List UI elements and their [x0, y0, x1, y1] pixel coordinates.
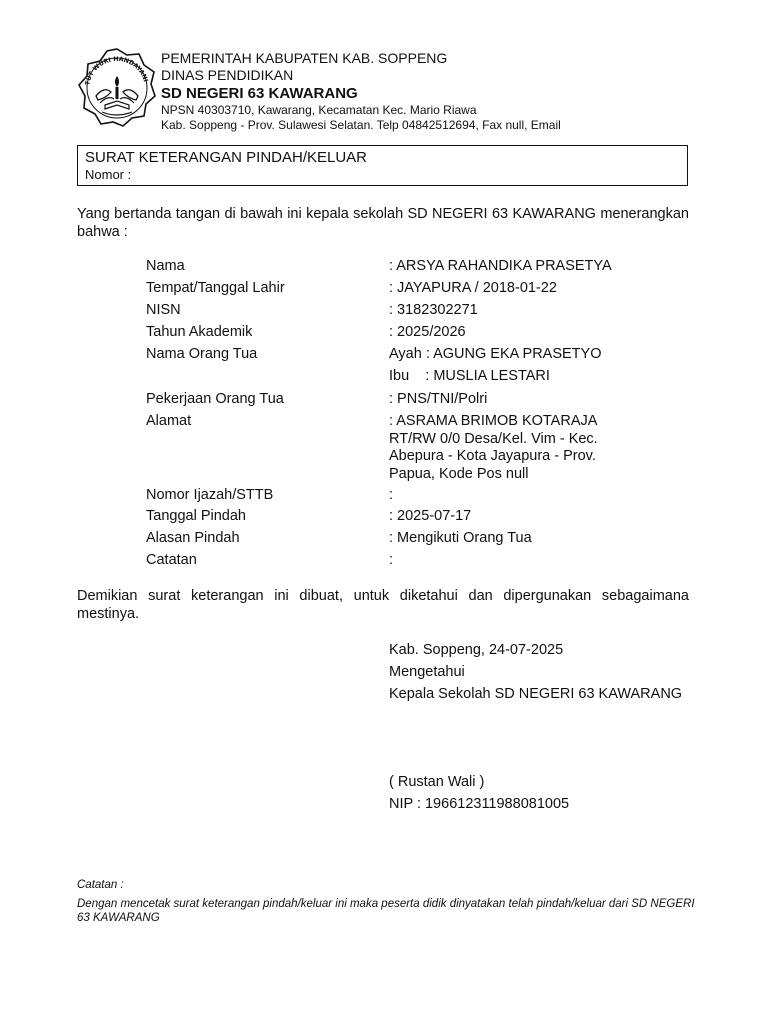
- field-value: Ayah : AGUNG EKA PRASETYO: [389, 346, 602, 362]
- document-title: SURAT KETERANGAN PINDAH/KELUAR: [85, 149, 368, 166]
- svg-text:TUT WURI HANDAYANI: TUT WURI HANDAYANI: [84, 55, 149, 86]
- field-label: Nama Orang Tua: [146, 346, 258, 362]
- field-label: Alamat: [146, 413, 192, 429]
- signature-position: Kepala Sekolah SD NEGERI 63 KAWARANG: [389, 686, 683, 702]
- field-value: : Mengikuti Orang Tua: [389, 530, 532, 546]
- tut-wuri-handayani-logo: [76, 46, 158, 128]
- field-label: Alasan Pindah: [146, 530, 240, 546]
- field-label: NISN: [146, 302, 181, 318]
- field-value: : 3182302271: [389, 302, 478, 318]
- school-address-line-2: Kab. Soppeng - Prov. Sulawesi Selatan. Telp 04842512694, Fax null, Email: [161, 118, 561, 132]
- field-label: Nama: [146, 258, 185, 274]
- field-label: Catatan: [146, 552, 197, 568]
- letterhead: [161, 50, 561, 133]
- signatory-nip: NIP : 196612311988081005: [389, 796, 570, 812]
- field-label: Nomor Ijazah/STTB: [146, 487, 274, 503]
- field-label: Tahun Akademik: [146, 324, 253, 340]
- field-value: : JAYAPURA / 2018-01-22: [389, 280, 557, 296]
- document-number: Nomor :: [85, 167, 132, 182]
- signatory-name: ( Rustan Wali ): [389, 774, 485, 790]
- field-label: Tempat/Tanggal Lahir: [146, 280, 285, 296]
- footnote-heading: Catatan :: [77, 879, 124, 891]
- field-value: :: [389, 487, 394, 503]
- field-value: :: [389, 552, 394, 568]
- field-label: Tanggal Pindah: [146, 508, 246, 524]
- field-value: : PNS/TNI/Polri: [389, 391, 488, 407]
- field-value: : 2025/2026: [389, 324, 466, 340]
- intro-paragraph: Yang bertanda tangan di bawah ini kepala sekolah SD NEGERI 63 KAWARANG menerangkan bahwa :: [77, 206, 689, 240]
- signature-acknowledge: Mengetahui: [389, 664, 465, 680]
- school-address-line-1: NPSN 40303710, Kawarang, Kecamatan Kec. Mario Riawa: [161, 103, 477, 117]
- government-line: PEMERINTAH KABUPATEN KAB. SOPPENG: [161, 50, 448, 66]
- closing-paragraph: Demikian surat keterangan ini dibuat, untuk diketahui dan dipergunakan sebagaimana mestinya.: [77, 588, 689, 622]
- footnote-text: Dengan mencetak surat keterangan pindah/keluar ini maka peserta didik dinyatakan telah pindah/keluar dari SD NEGERI 63 KAWARANG: [77, 898, 695, 924]
- signature-place-date: Kab. Soppeng, 24-07-2025: [389, 642, 564, 658]
- field-label: Pekerjaan Orang Tua: [146, 391, 284, 407]
- field-value: Ibu : MUSLIA LESTARI: [389, 368, 550, 384]
- field-value: : 2025-07-17: [389, 508, 472, 524]
- field-value: : ARSYA RAHANDIKA PRASETYA: [389, 258, 612, 274]
- document-title-box: [77, 145, 688, 186]
- field-value: : ASRAMA BRIMOB KOTARAJA RT/RW 0/0 Desa/Kel. Vim - Kec. Abepura - Kota Jayapura - Prov. Papua, Kode Pos null: [389, 413, 598, 482]
- department-line: DINAS PENDIDIKAN: [161, 67, 294, 83]
- school-name: SD NEGERI 63 KAWARANG: [161, 85, 358, 102]
